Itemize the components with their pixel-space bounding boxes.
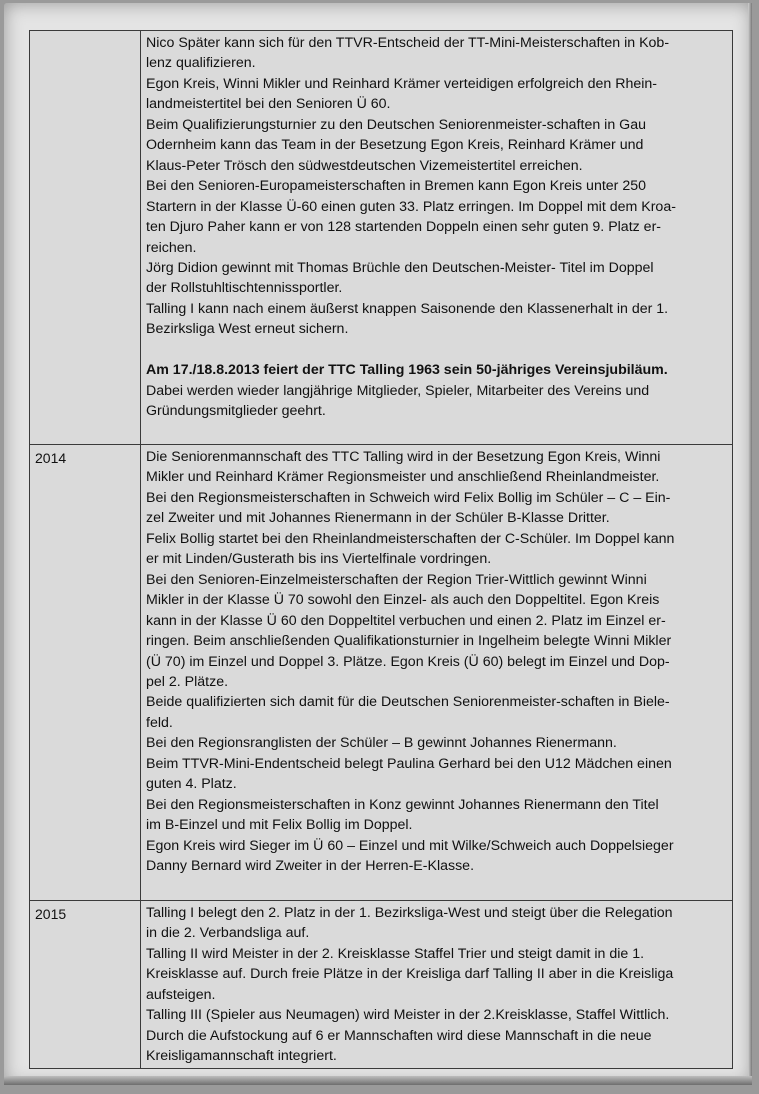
text-line: der Rollstuhltischtennissportler. [146, 280, 343, 297]
text-line: Die Seniorenmannschaft des TTC Talling wird in der Besetzung Egon Kreis, Winni [146, 449, 661, 465]
highlighted-text-line: Am 17./18.8.2013 feiert der TTC Talling 1963 sein 50-jähriges Vereinsjubiläum. [146, 362, 668, 379]
text-line: Beim Qualifizierungsturnier zu den Deutschen Seniorenmeister-schaften in Gau [146, 116, 646, 133]
text-line: Talling III (Spieler aus Neumagen) wird Meister in der 2.Kreisklasse, Staffel Wittlich. [146, 1007, 670, 1024]
table-row [30, 445, 733, 901]
text-line: Startern in der Klasse Ü-60 einen guten 33. Platz erringen. Im Doppel mit dem Kroa- [146, 198, 676, 215]
page-edge-bottom [4, 1076, 752, 1085]
text-line: Nico Später kann sich für den TTVR-Entscheid der TT-Mini-Meisterschaften in Kob- [146, 35, 670, 51]
chronicle-table-body [30, 31, 733, 1069]
text-line: er mit Linden/Gusterath bis ins Viertelfinale vordringen. [146, 551, 492, 568]
text-line: Talling I belegt den 2. Platz in der 1. Bezirksliga-West und steigt über die Relegation [146, 905, 673, 921]
text-line: Kreisklasse auf. Durch freie Plätze in der Kreisliga darf Talling II aber in die Kreisliga [146, 966, 674, 983]
text-line: Klaus-Peter Trösch den südwestdeutschen Vizemeistertitel erreichen. [146, 157, 583, 174]
text-line: zel Zweiter und mit Johannes Rienermann in der Schüler B-Klasse Dritter. [146, 510, 610, 527]
text-line: Bei den Senioren-Einzelmeisterschaften der Region Trier-Wittlich gewinnt Winni [146, 571, 647, 588]
text-line: Bezirksliga West erneut sichern. [146, 321, 349, 338]
page-edge-right [748, 3, 752, 1085]
year-cell [30, 31, 141, 445]
text-line [146, 340, 728, 360]
text-line: Bei den Regionsmeisterschaften in Konz gewinnt Johannes Rienermann den Titel [146, 796, 659, 813]
text-line: guten 4. Platz. [146, 776, 237, 793]
text-line: (Ü 70) im Einzel und Doppel 3. Plätze. Egon Kreis (Ü 60) belegt im Einzel und Dop- [146, 653, 670, 670]
text-line: Felix Bollig startet bei den Rheinlandmeisterschaften der C-Schüler. Im Doppel kann [146, 530, 675, 547]
text-line: Beim TTVR-Mini-Endentscheid belegt Paulina Gerhard bei den U12 Mädchen einen [146, 755, 672, 772]
text-line: in die 2. Verbandsliga auf. [146, 925, 310, 942]
table-row [30, 31, 733, 445]
text-line: ringen. Beim anschließenden Qualifikationsturnier in Ingelheim belegte Winni Mikler [146, 633, 672, 650]
text-line: Mikler in der Klasse Ü 70 sowohl den Einzel- als auch den Doppeltitel. Egon Kreis [146, 592, 660, 609]
text-line: Dabei werden wieder langjährige Mitglieder, Spieler, Mitarbeiter des Vereins und [146, 382, 650, 399]
text-line: reichen. [146, 239, 197, 256]
text-line: Egon Kreis wird Sieger im Ü 60 – Einzel und mit Wilke/Schweich auch Doppelsieger [146, 837, 674, 854]
text-line: Mikler und Reinhard Krämer Regionsmeister und anschließend Rheinlandmeister. [146, 469, 660, 486]
text-line: Kreisligamannschaft integriert. [146, 1048, 337, 1065]
text-line: im B-Einzel und mit Felix Bollig im Doppel. [146, 817, 413, 834]
text-line: Jörg Didion gewinnt mit Thomas Brüchle den Deutschen-Meister- Titel im Doppel [146, 259, 654, 276]
text-line: Bei den Regionsmeisterschaften in Schweich wird Felix Bollig im Schüler – C – Ein- [146, 489, 671, 506]
text-line: ten Djuro Paher kann er von 128 startenden Doppeln einen sehr guten 9. Platz er- [146, 219, 662, 236]
text-line: lenz qualifizieren. [146, 55, 256, 72]
text-line: kann in der Klasse Ü 60 den Doppeltitel verbuchen und einen 2. Platz im Einzel er- [146, 612, 666, 629]
year-cell: 2015 [30, 901, 141, 1069]
text-line: Beide qualifizierten sich damit für die Deutschen Seniorenmeister-schaften in Biele- [146, 694, 670, 711]
text-line: feld. [146, 714, 173, 731]
text-line: Odernheim kann das Team in der Besetzung Egon Kreis, Reinhard Krämer und [146, 137, 644, 154]
text-line: Durch die Aufstockung auf 6 er Mannschaften wird diese Mannschaft in die neue [146, 1027, 652, 1044]
text-line: aufsteigen. [146, 986, 216, 1003]
text-line: Egon Kreis, Winni Mikler und Reinhard Krämer verteidigen erfolgreich den Rhein- [146, 75, 657, 92]
text-line: Bei den Senioren-Europameisterschaften in Bremen kann Egon Kreis unter 250 [146, 178, 647, 195]
chronicle-table [29, 30, 733, 1069]
text-line: Gründungsmitglieder geehrt. [146, 403, 326, 420]
text-line: Danny Bernard wird Zweiter in der Herren-E-Klasse. [146, 858, 475, 875]
text-line: landmeistertitel bei den Senioren Ü 60. [146, 96, 391, 113]
entry-cell [141, 445, 733, 901]
entry-cell [141, 901, 733, 1069]
entry-cell [141, 31, 733, 445]
text-line: Talling II wird Meister in der 2. Kreisklasse Staffel Trier und steigt damit in die 1. [146, 945, 645, 962]
table-row [30, 901, 733, 1069]
text-line: pel 2. Plätze. [146, 673, 229, 690]
year-cell: 2014 [30, 445, 141, 901]
text-line: Bei den Regionsranglisten der Schüler – B gewinnt Johannes Rienermann. [146, 735, 617, 752]
text-line: Talling I kann nach einem äußerst knappen Saisonende den Klassenerhalt in der 1. [146, 300, 669, 317]
